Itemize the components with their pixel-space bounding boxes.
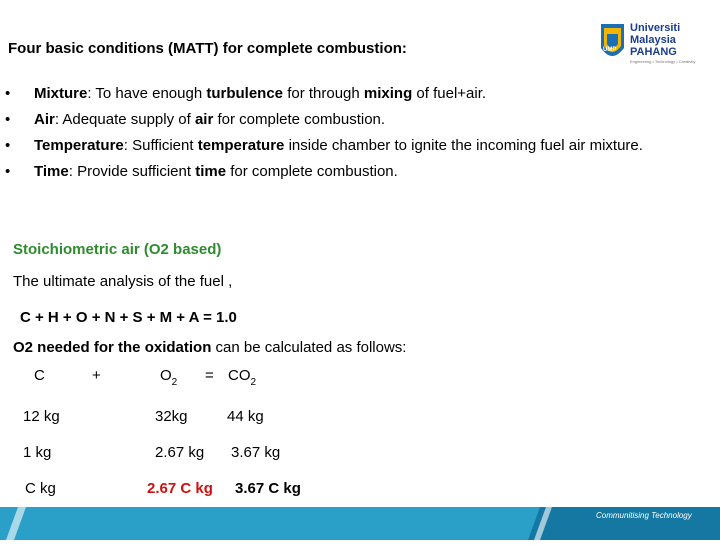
logo-line3: PAHANG xyxy=(630,46,677,58)
row3-co2: 3.67 C kg xyxy=(235,480,301,497)
row1-oxygen: 32kg xyxy=(155,408,188,425)
bullet-dot: • xyxy=(5,85,11,102)
bullet-dot: • xyxy=(5,163,11,180)
ultimate-analysis-text: The ultimate analysis of the fuel , xyxy=(13,273,233,290)
bullet-dot: • xyxy=(5,137,11,154)
bullet-term: Mixture xyxy=(34,85,88,102)
stoich-heading: Stoichiometric air (O2 based) xyxy=(13,241,222,258)
bullet-term: Air xyxy=(34,111,55,128)
bullet-dot: • xyxy=(5,111,11,128)
row2-co2: 3.67 kg xyxy=(231,444,281,461)
footer-band xyxy=(0,507,720,540)
row3-oxygen: 2.67 C kg xyxy=(147,480,213,497)
row2-carbon: 1 kg xyxy=(23,444,52,461)
logo-line2: Malaysia xyxy=(630,34,676,46)
reaction-co2: $CO_2$ xyxy=(228,367,257,388)
row2-oxygen: 2.67 kg xyxy=(155,444,205,461)
o2-needed-text: O2 needed for the oxidation can be calculated as follows: xyxy=(13,339,407,356)
reaction-equals: = xyxy=(205,367,214,384)
logo-badge: UMP xyxy=(603,47,617,53)
bullet-term: Temperature xyxy=(34,137,124,154)
fuel-composition-equation: C + H + O + N + S + M + A = 1.0 xyxy=(20,309,237,326)
reaction-plus: + xyxy=(92,367,101,384)
slide-title: Four basic conditions (MATT) for complete combustion: xyxy=(8,40,407,57)
row1-carbon: 12 kg xyxy=(23,408,60,425)
footer-text: Communitising Technology xyxy=(596,511,692,520)
row3-carbon: C kg xyxy=(25,480,56,497)
logo-tagline: Engineering • Technology • Creativity xyxy=(630,59,696,64)
logo-line1: Universiti xyxy=(630,22,681,34)
reaction-oxygen: $O_2$ xyxy=(160,367,178,388)
row1-co2: 44 kg xyxy=(227,408,264,425)
university-logo xyxy=(596,20,716,68)
bullet-term: Time xyxy=(34,163,69,180)
reaction-carbon: C xyxy=(34,367,45,384)
